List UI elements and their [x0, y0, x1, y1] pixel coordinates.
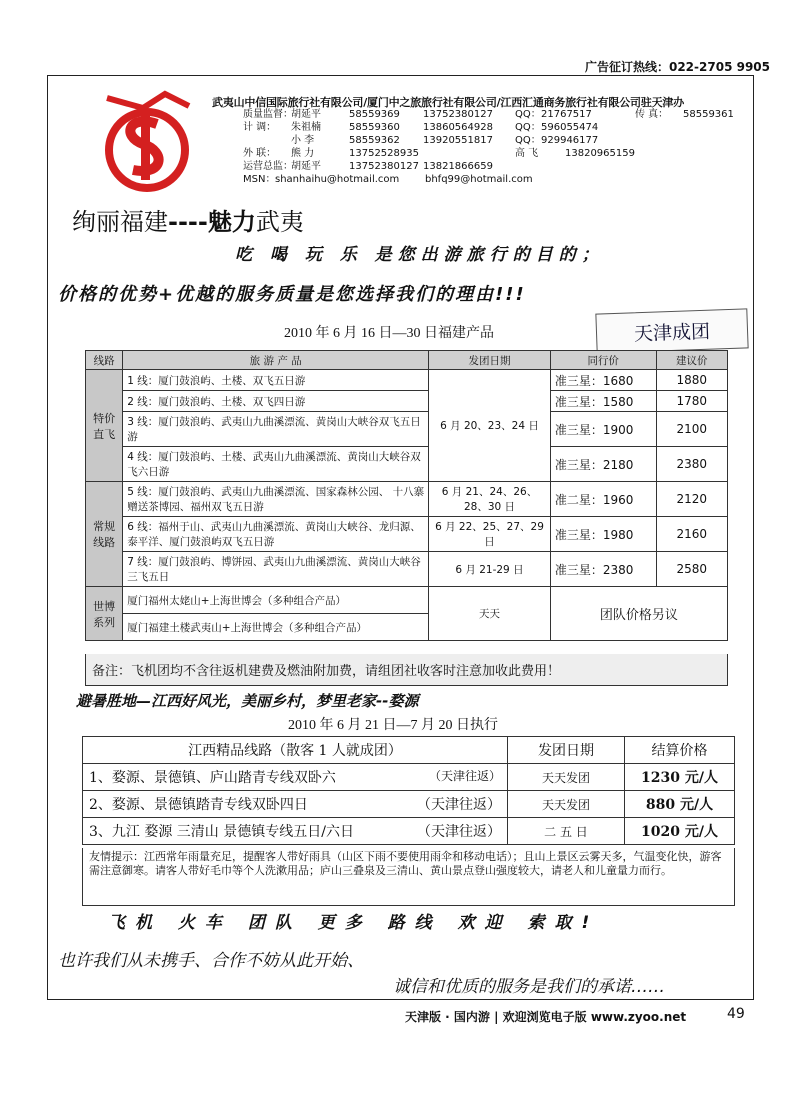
column-header: 发团日期 — [508, 737, 625, 764]
column-header: 结算价格 — [625, 737, 735, 764]
route-cell — [83, 791, 508, 818]
column-header: 线路 — [86, 351, 123, 370]
company-names: 武夷山中信国际旅行社有限公司/厦门中之旅旅行社有限公司/江西汇通商务旅行社有限公司驻天津办 — [212, 96, 685, 109]
route-note: （天津往返） — [417, 824, 501, 840]
msn-address: shanhaihu@hotmail.com — [275, 174, 400, 185]
product-cell: 厦门福州太姥山+上海世博会（多种组合产品） — [123, 587, 429, 614]
table-row — [86, 587, 728, 614]
contact-mobile: 13821866659 — [423, 161, 493, 172]
msn-label: MSN： — [243, 174, 276, 185]
closing-line: 也许我们从未携手、合作不妨从此开始、 — [58, 951, 364, 971]
fax-label: 传 真： — [635, 109, 669, 120]
table-row — [83, 764, 735, 791]
contact-role: 外 联： — [243, 148, 277, 159]
friendly-tips: 友情提示：江西常年雨量充足，提醒客人带好雨具（山区下雨不要使用雨伞和移动电话）；且山上景区云雾天多，气温变化快，游客需注意御寒。请客人带好毛巾等个人洗漱用品；庐山三叠泉及三清山、黄山景点登山强度较大，请老人和儿童量力而行。 — [82, 848, 735, 906]
category-cell: 常规线路 — [86, 482, 123, 587]
price-note-cell: 团队价格另议 — [550, 587, 727, 641]
product-cell: 3 线：厦门鼓浪屿、武夷山九曲溪漂流、黄岗山大峡谷双飞五日游 — [123, 412, 429, 447]
column-header: 发团日期 — [429, 351, 551, 370]
price-cell: 准三星：1980 — [550, 517, 656, 552]
contact-mobile: 13820965159 — [565, 148, 635, 159]
table-header-row — [83, 737, 735, 764]
suggest-cell: 2100 — [656, 412, 727, 447]
price-cell: 准三星：2180 — [550, 447, 656, 482]
route-cell — [83, 764, 508, 791]
title-part: 福建 — [120, 208, 168, 236]
qq-label: QQ： — [515, 135, 541, 146]
route-name: 2、婺源、景德镇踏青专线双卧四日 — [89, 797, 308, 813]
fujian-product-table — [85, 350, 728, 641]
contact-role: 运营总监： — [243, 161, 293, 172]
jiangxi-route-table — [82, 736, 735, 845]
contact-mobile: 13860564928 — [423, 122, 493, 133]
date-cell: 6 月 20、23、24 日 — [429, 370, 551, 482]
price-cell: 准二星：1960 — [550, 482, 656, 517]
column-header: 江西精品线路（散客 1 人就成团） — [83, 737, 508, 764]
company-logo — [85, 84, 207, 194]
price-cell: 准三星：1680 — [550, 370, 656, 391]
title-dashes: ---- — [168, 208, 208, 236]
contact-name: 小 李 — [291, 135, 315, 146]
date-cell: 二 五 日 — [508, 818, 625, 845]
date-cell: 6 月 21-29 日 — [429, 552, 551, 587]
route-name: 1、婺源、景德镇、庐山踏青专线双卧六 — [89, 770, 336, 786]
date-cell: 6 月 22、25、27、29 日 — [429, 517, 551, 552]
product-cell: 1 线：厦门鼓浪屿、土楼、双飞五日游 — [123, 370, 429, 391]
slogan-reason: 价格的优势+优越的服务质量是您选择我们的理由!!! — [58, 284, 526, 305]
suggest-cell: 1780 — [656, 391, 727, 412]
price-cell: 准三星：1580 — [550, 391, 656, 412]
price-cell: 准三星：1900 — [550, 412, 656, 447]
column-header: 旅 游 产 品 — [123, 351, 429, 370]
contact-tel: 58559362 — [349, 135, 400, 146]
contact-mobile: 13920551817 — [423, 135, 493, 146]
title-part: 绚丽 — [72, 208, 120, 236]
contact-mobile: 13752380127 — [349, 161, 419, 172]
product-cell: 厦门福建土楼武夷山+上海世博会（多种组合产品） — [123, 614, 429, 641]
fujian-note: 备注：飞机团均不含往返机建费及燃油附加费，请组团社收客时注意加收此费用！ — [85, 654, 728, 686]
contact-name: 胡延平 — [291, 109, 321, 120]
contact-role: 计 调： — [243, 122, 277, 133]
product-cell: 5 线：厦门鼓浪屿、武夷山九曲溪漂流、国家森林公园、 十八寨赠送茶博园、福州双飞五日游 — [123, 482, 429, 517]
route-name: 3、九江 婺源 三清山 景德镇专线五日/六日 — [89, 824, 354, 840]
contact-name: 朱祖楠 — [291, 122, 321, 133]
table-row — [86, 447, 728, 482]
qq-number: 596055474 — [541, 122, 599, 133]
slogan-purpose: 吃 喝 玩 乐 是您出游旅行的目的； — [235, 245, 605, 265]
date-cell: 天天 — [429, 587, 551, 641]
table-row — [86, 370, 728, 391]
ad-hotline: 广告征订热线：022-2705 9905 — [584, 60, 770, 74]
jiangxi-heading: 避暑胜地—江西好风光，美丽乡村，梦里老家--婺源 — [76, 692, 419, 710]
product-cell: 7 线：厦门鼓浪屿、博饼园、武夷山九曲溪漂流、黄岗山大峡谷三飞五日 — [123, 552, 429, 587]
msn-address: bhfq99@hotmail.com — [425, 174, 533, 185]
price-cell: 1020 元/人 — [625, 818, 735, 845]
category-cell: 特价直飞 — [86, 370, 123, 482]
contact-tel: 58559369 — [349, 109, 400, 120]
fax-number: 58559361 — [683, 109, 734, 120]
suggest-cell: 1880 — [656, 370, 727, 391]
suggest-cell: 2120 — [656, 482, 727, 517]
qq-number: 21767517 — [541, 109, 592, 120]
column-header: 建议价 — [656, 351, 727, 370]
product-cell: 6 线：福州于山、武夷山九曲溪漂流、黄岗山大峡谷、龙归源、泰平洋、厦门鼓浪屿双飞五日游 — [123, 517, 429, 552]
slogan-more-routes: 飞机 火车 团队 更多 路线 欢迎 索取! — [108, 913, 600, 933]
contact-mobile: 13752528935 — [349, 148, 419, 159]
price-cell: 880 元/人 — [625, 791, 735, 818]
suggest-cell: 2160 — [656, 517, 727, 552]
page-title — [72, 202, 304, 237]
table-row — [83, 818, 735, 845]
table-row — [86, 482, 728, 517]
product-cell: 2 线：厦门鼓浪屿、土楼、双飞四日游 — [123, 391, 429, 412]
tianjin-group-stamp: 天津成团 — [595, 308, 748, 353]
suggest-cell: 2380 — [656, 447, 727, 482]
table-row — [86, 391, 728, 412]
contact-mobile: 13752380127 — [423, 109, 493, 120]
contact-tel: 58559360 — [349, 122, 400, 133]
table-row — [86, 552, 728, 587]
qq-label: QQ： — [515, 122, 541, 133]
contact-role: 质量监督： — [243, 109, 293, 120]
page-number: 49 — [727, 1006, 745, 1022]
table-row — [86, 412, 728, 447]
table-header-row — [86, 351, 728, 370]
route-note: （天津往返） — [417, 797, 501, 813]
contact-name: 熊 力 — [291, 148, 315, 159]
table-row — [86, 517, 728, 552]
qq-label: QQ： — [515, 109, 541, 120]
product-cell: 4 线：厦门鼓浪屿、土楼、武夷山九曲溪漂流、黄岗山大峡谷双飞六日游 — [123, 447, 429, 482]
jiangxi-date: 2010 年 6 月 21 日—7 月 20 日执行 — [288, 718, 498, 733]
title-part: 魅力 — [207, 208, 256, 236]
contact-name: 高 飞 — [515, 148, 539, 159]
route-cell — [83, 818, 508, 845]
contact-name: 胡延平 — [291, 161, 321, 172]
route-note: （天津往返） — [428, 769, 501, 783]
closing-line: 诚信和优质的服务是我们的承诺…… — [393, 977, 665, 997]
suggest-cell: 2580 — [656, 552, 727, 587]
category-cell: 世博系列 — [86, 587, 123, 641]
qq-number: 929946177 — [541, 135, 599, 146]
date-cell: 天天发团 — [508, 791, 625, 818]
title-part: 武夷 — [255, 208, 304, 236]
column-header: 同行价 — [550, 351, 656, 370]
date-cell: 6 月 21、24、26、28、30 日 — [429, 482, 551, 517]
page-footer: 天津版 · 国内游 | 欢迎浏览电子版 www.zyoo.net — [405, 1010, 687, 1024]
table-row — [83, 791, 735, 818]
date-cell: 天天发团 — [508, 764, 625, 791]
fujian-date: 2010 年 6 月 16 日—30 日福建产品 — [284, 326, 494, 341]
price-cell: 准三星：2380 — [550, 552, 656, 587]
price-cell: 1230 元/人 — [625, 764, 735, 791]
